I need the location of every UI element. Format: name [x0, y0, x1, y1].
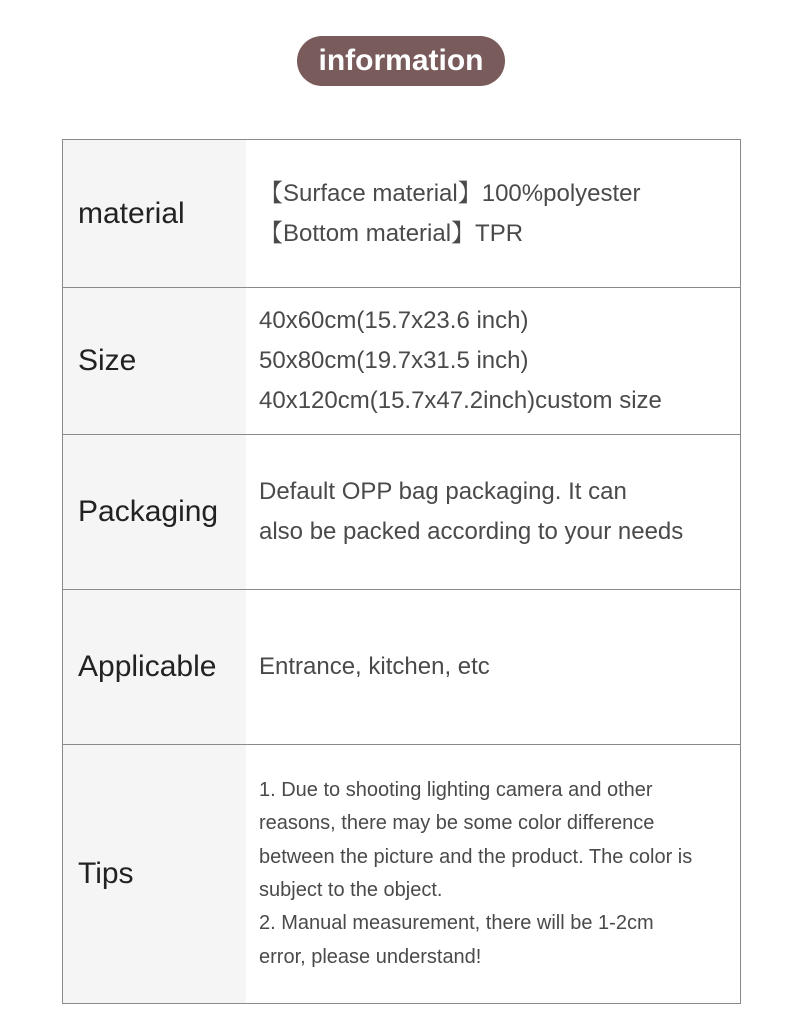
- spec-line: 40x120cm(15.7x47.2inch)custom size: [259, 387, 662, 414]
- spec-value-size: [246, 288, 740, 434]
- spec-value-packaging: [246, 435, 740, 589]
- spec-label-tips: Tips: [63, 745, 246, 1003]
- spec-row-packaging: [63, 435, 740, 590]
- spec-line: Entrance, kitchen, etc: [259, 653, 490, 680]
- spec-row-size: [63, 288, 740, 435]
- spec-line: 【Bottom material】TPR: [259, 219, 524, 247]
- spec-line: reasons, there may be some color difference: [259, 812, 655, 835]
- spec-value-tips: [246, 745, 740, 1003]
- spec-value-applicable: [246, 590, 740, 744]
- spec-line: 40x60cm(15.7x23.6 inch): [259, 307, 529, 334]
- information-badge: information: [297, 36, 505, 86]
- spec-line: subject to the object.: [259, 879, 443, 901]
- spec-line: error, please understand!: [259, 945, 482, 968]
- spec-row-tips: [63, 745, 740, 1003]
- spec-line: 2. Manual measurement, there will be 1-2cm: [259, 912, 654, 935]
- spec-label-material: material: [63, 140, 246, 287]
- spec-label-size: Size: [63, 288, 246, 434]
- spec-line: also be packed according to your needs: [259, 518, 684, 545]
- spec-row-material: [63, 140, 740, 288]
- spec-line: Default OPP bag packaging. It can: [259, 478, 627, 505]
- spec-line: 【Surface material】100%polyester: [259, 179, 641, 207]
- spec-line: 1. Due to shooting lighting camera and other: [259, 778, 653, 801]
- spec-row-applicable: [63, 590, 740, 745]
- spec-line: between the picture and the product. The color is: [259, 845, 693, 868]
- spec-line: 50x80cm(19.7x31.5 inch): [259, 347, 529, 374]
- spec-label-packaging: Packaging: [63, 435, 246, 589]
- spec-label-applicable: Applicable: [63, 590, 246, 744]
- spec-value-material: [246, 140, 740, 287]
- spec-table: [62, 139, 741, 1004]
